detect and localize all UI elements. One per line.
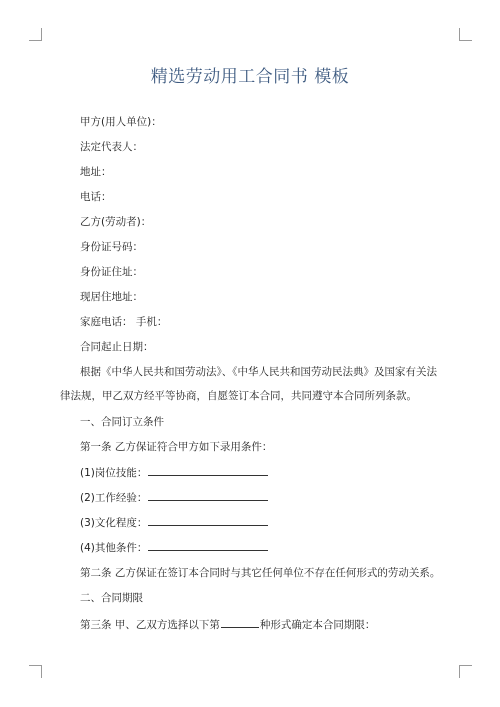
condition-experience-label: (2)工作经验： [80, 492, 148, 504]
condition-education [80, 515, 268, 530]
field-party-b: 乙方(劳动者)： [80, 216, 152, 228]
field-current-address: 现居住地址： [80, 291, 143, 303]
field-id-address: 身份证住址： [80, 266, 143, 278]
corner-mark-top-left [29, 28, 42, 41]
preamble-line-2: 律法规，甲乙双方经平等协商，自愿签订本合同，共同遵守本合同所列条款。 [60, 390, 417, 402]
condition-other-label: (4)其他条件： [80, 542, 148, 554]
field-party-a: 甲方(用人单位)： [80, 116, 162, 128]
field-address: 地址： [80, 166, 112, 178]
condition-education-blank [148, 515, 268, 526]
field-phone: 电话： [80, 191, 112, 203]
field-contract-dates: 合同起止日期： [80, 341, 154, 353]
article-2: 第二条 乙方保证在签订本合同时与其它任何单位不存在任何形式的劳动关系。 [80, 567, 441, 579]
condition-experience [80, 490, 268, 505]
condition-other [80, 540, 268, 555]
condition-skills [80, 465, 268, 480]
field-home-phone-mobile: 家庭电话： 手机： [80, 316, 168, 328]
preamble-line-1: 根据《中华人民共和国劳动法》、《中华人民共和国劳动民法典》及国家有关法 [80, 366, 437, 378]
article-3 [80, 617, 375, 632]
condition-experience-blank [148, 490, 268, 501]
corner-mark-top-right [459, 28, 472, 41]
field-legal-representative: 法定代表人： [80, 141, 143, 153]
field-id-number: 身份证号码： [80, 241, 143, 253]
section-heading-2: 二、合同期限 [80, 592, 143, 604]
condition-skills-label: (1)岗位技能： [80, 467, 148, 479]
condition-other-blank [148, 540, 268, 551]
document-title: 精选劳动用工合同书 模板 [150, 67, 350, 87]
condition-education-label: (3)文化程度： [80, 517, 148, 529]
corner-mark-bottom-left [29, 665, 42, 678]
condition-skills-blank [148, 465, 268, 476]
article-3-blank [221, 617, 259, 628]
corner-mark-bottom-right [459, 665, 472, 678]
section-heading-1: 一、合同订立条件 [80, 416, 164, 428]
article-3-text-after: 种形式确定本合同期限： [259, 619, 376, 631]
article-3-text-before: 第三条 甲、乙双方选择以下第 [80, 619, 220, 631]
article-1: 第一条 乙方保证符合甲方如下录用条件： [80, 441, 273, 453]
